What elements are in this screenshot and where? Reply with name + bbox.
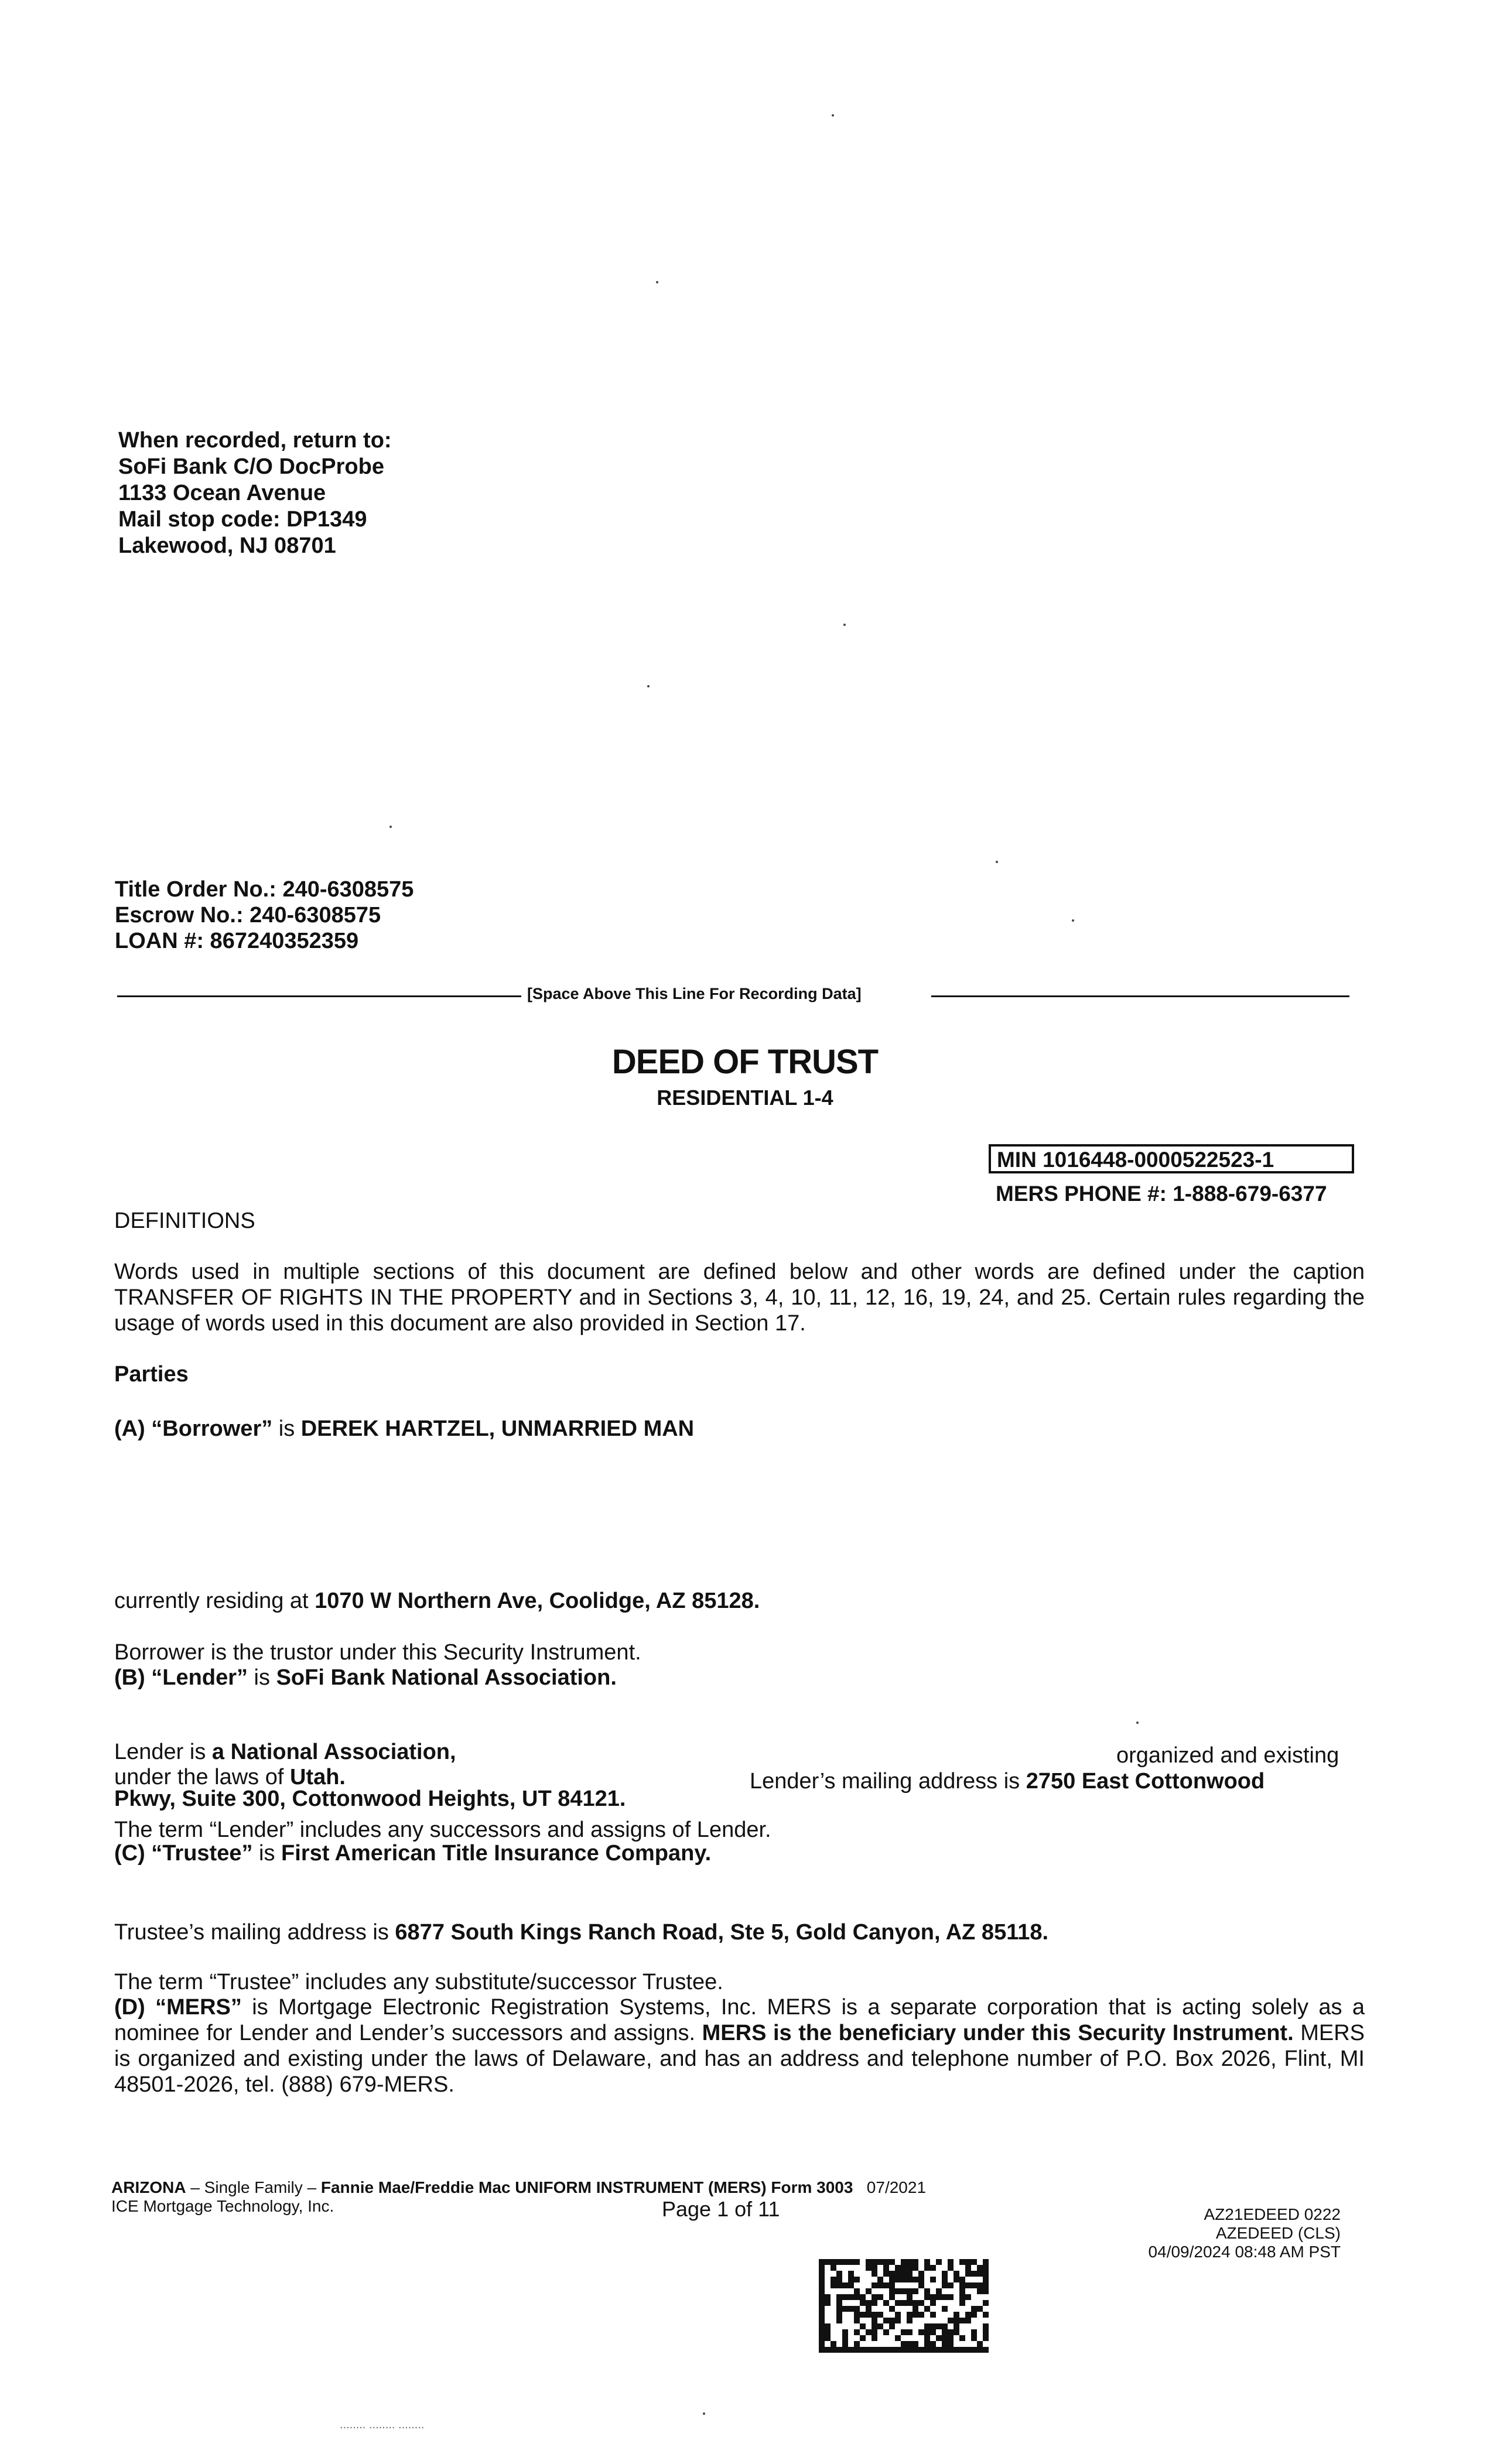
page-number: Page 1 of 11: [662, 2197, 780, 2221]
lender-mailing-line: [750, 1768, 1265, 1794]
return-line: Mail stop code: DP1349: [118, 507, 367, 532]
mers-text-2: MERS is organized and existing under the laws of Delaware, and has an address and telephone number of P.O. Box 2026, Flint, MI 48501-2026, tel. (888) 679-MERS.: [114, 2021, 1365, 2097]
lender-entity: a National Association,: [211, 1740, 456, 1764]
scan-speck: [703, 2412, 705, 2415]
title-order-number: Title Order No.: 240-6308575: [115, 877, 414, 902]
trustee-definition: [114, 1840, 711, 1866]
min-number-box: [989, 1144, 1354, 1173]
document-subtitle: RESIDENTIAL 1-4: [657, 1086, 833, 1110]
borrower-is: is: [272, 1416, 301, 1441]
scan-speck: [656, 281, 658, 283]
footer-state: ARIZONA: [111, 2178, 186, 2196]
scan-speck: [996, 861, 998, 863]
return-line: SoFi Bank C/O DocProbe: [118, 454, 384, 479]
recording-rule-right: [931, 995, 1349, 997]
scan-speck: [843, 624, 846, 626]
footer-timestamp: 04/09/2024 08:48 AM PST: [1148, 2243, 1341, 2261]
lender-includes-note: The term “Lender” includes any successors and assigns of Lender.: [114, 1818, 771, 1842]
scan-speck: [389, 826, 392, 828]
lender-definition: [114, 1665, 617, 1690]
lender-is: is: [248, 1665, 276, 1690]
footer-code-2: AZEDEED (CLS): [1215, 2224, 1341, 2242]
lender-state: Utah.: [289, 1765, 346, 1789]
trustee-label: (C) “Trustee”: [114, 1841, 253, 1866]
borrower-definition: [114, 1416, 694, 1442]
lender-address-1: 2750 East Cottonwood: [1026, 1769, 1265, 1794]
trustee-includes-note: The term “Trustee” includes any substitute/successor Trustee.: [114, 1970, 723, 1994]
lender-address-2: Pkwy, Suite 300, Cottonwood Heights, UT 84121.: [114, 1787, 626, 1811]
parties-heading: Parties: [114, 1362, 189, 1387]
trustee-mailing-prefix: Trustee’s mailing address is: [114, 1920, 395, 1945]
footer-form-date: 07/2021: [866, 2178, 927, 2196]
min-number: MIN 1016448-0000522523-1: [997, 1148, 1274, 1172]
footer-form-name: Fannie Mae/Freddie Mac UNIFORM INSTRUMENT (MERS) Form 3003: [320, 2178, 853, 2196]
return-heading: When recorded, return to:: [118, 428, 392, 453]
document-title: DEED OF TRUST: [611, 1043, 879, 1081]
scan-artifact: ........ ........ ........: [340, 2418, 425, 2431]
recording-line-label: [Space Above This Line For Recording Data]: [527, 985, 862, 1002]
mers-beneficiary: MERS is the beneficiary under this Security Instrument.: [702, 2021, 1294, 2045]
residing-prefix: currently residing at: [114, 1589, 315, 1613]
lender-mailing-prefix: Lender’s mailing address is: [750, 1769, 1026, 1794]
trustee-mailing-line: [114, 1919, 1048, 1945]
borrower-name: DEREK HARTZEL, UNMARRIED MAN: [300, 1416, 695, 1441]
scan-speck: [832, 114, 834, 117]
definitions-intro: Words used in multiple sections of this document are defined below and other words are defined under the caption TRANSFER OF RIGHTS IN THE PROPERTY and in Sections 3, 4, 10, 11, 12, 16, 19, 24, and 25. Certain rules regarding the usage of words used in this document are also provided in Section 17.: [114, 1260, 1365, 1336]
mers-definition: [114, 1994, 1365, 2097]
lender-organized: organized and existing: [1116, 1743, 1339, 1768]
borrower-address: 1070 W Northern Ave, Coolidge, AZ 85128.: [315, 1589, 760, 1613]
lender-entity-line: [114, 1739, 456, 1765]
mers-label: (D) “MERS”: [114, 1995, 242, 2020]
lender-is-prefix: Lender is: [114, 1740, 212, 1764]
scan-speck: [1136, 1722, 1139, 1724]
borrower-label: (A) “Borrower”: [114, 1416, 273, 1441]
barcode-2d: [819, 2259, 989, 2353]
borrower-residence: [114, 1588, 760, 1614]
loan-number: LOAN #: 867240352359: [115, 929, 359, 953]
scan-speck: [647, 685, 650, 687]
recording-rule-left: [117, 995, 521, 997]
footer-code-1: AZ21EDEED 0222: [1204, 2205, 1341, 2223]
scan-speck: [1072, 919, 1074, 922]
order-info-block: [115, 877, 413, 954]
lender-name: SoFi Bank National Association.: [276, 1665, 617, 1690]
footer-form-rest: – Single Family –: [186, 2178, 321, 2196]
trustee-address: 6877 South Kings Ranch Road, Ste 5, Gold Canyon, AZ 85118.: [395, 1920, 1049, 1945]
definitions-heading: DEFINITIONS: [114, 1209, 255, 1233]
mers-text-1: is Mortgage Electronic Registration Systems, Inc. MERS is a separate corporation that is acting solely as a nominee for Lender and Lender’s successors and assigns.: [114, 1995, 1365, 2045]
mers-phone: MERS PHONE #: 1-888-679-6377: [996, 1182, 1327, 1206]
return-line: Lakewood, NJ 08701: [118, 533, 336, 558]
lender-label: (B) “Lender”: [114, 1665, 248, 1690]
under-laws-prefix: under the laws of: [114, 1765, 290, 1789]
trustee-is: is: [252, 1841, 282, 1866]
return-line: 1133 Ocean Avenue: [118, 481, 326, 505]
trustee-name: First American Title Insurance Company.: [281, 1841, 712, 1866]
escrow-number: Escrow No.: 240-6308575: [115, 903, 381, 928]
return-address-block: [118, 427, 392, 559]
footer-form-line: [111, 2178, 926, 2197]
footer-vendor: ICE Mortgage Technology, Inc.: [111, 2197, 334, 2215]
borrower-trustor-note: Borrower is the trustor under this Security Instrument.: [114, 1640, 641, 1665]
